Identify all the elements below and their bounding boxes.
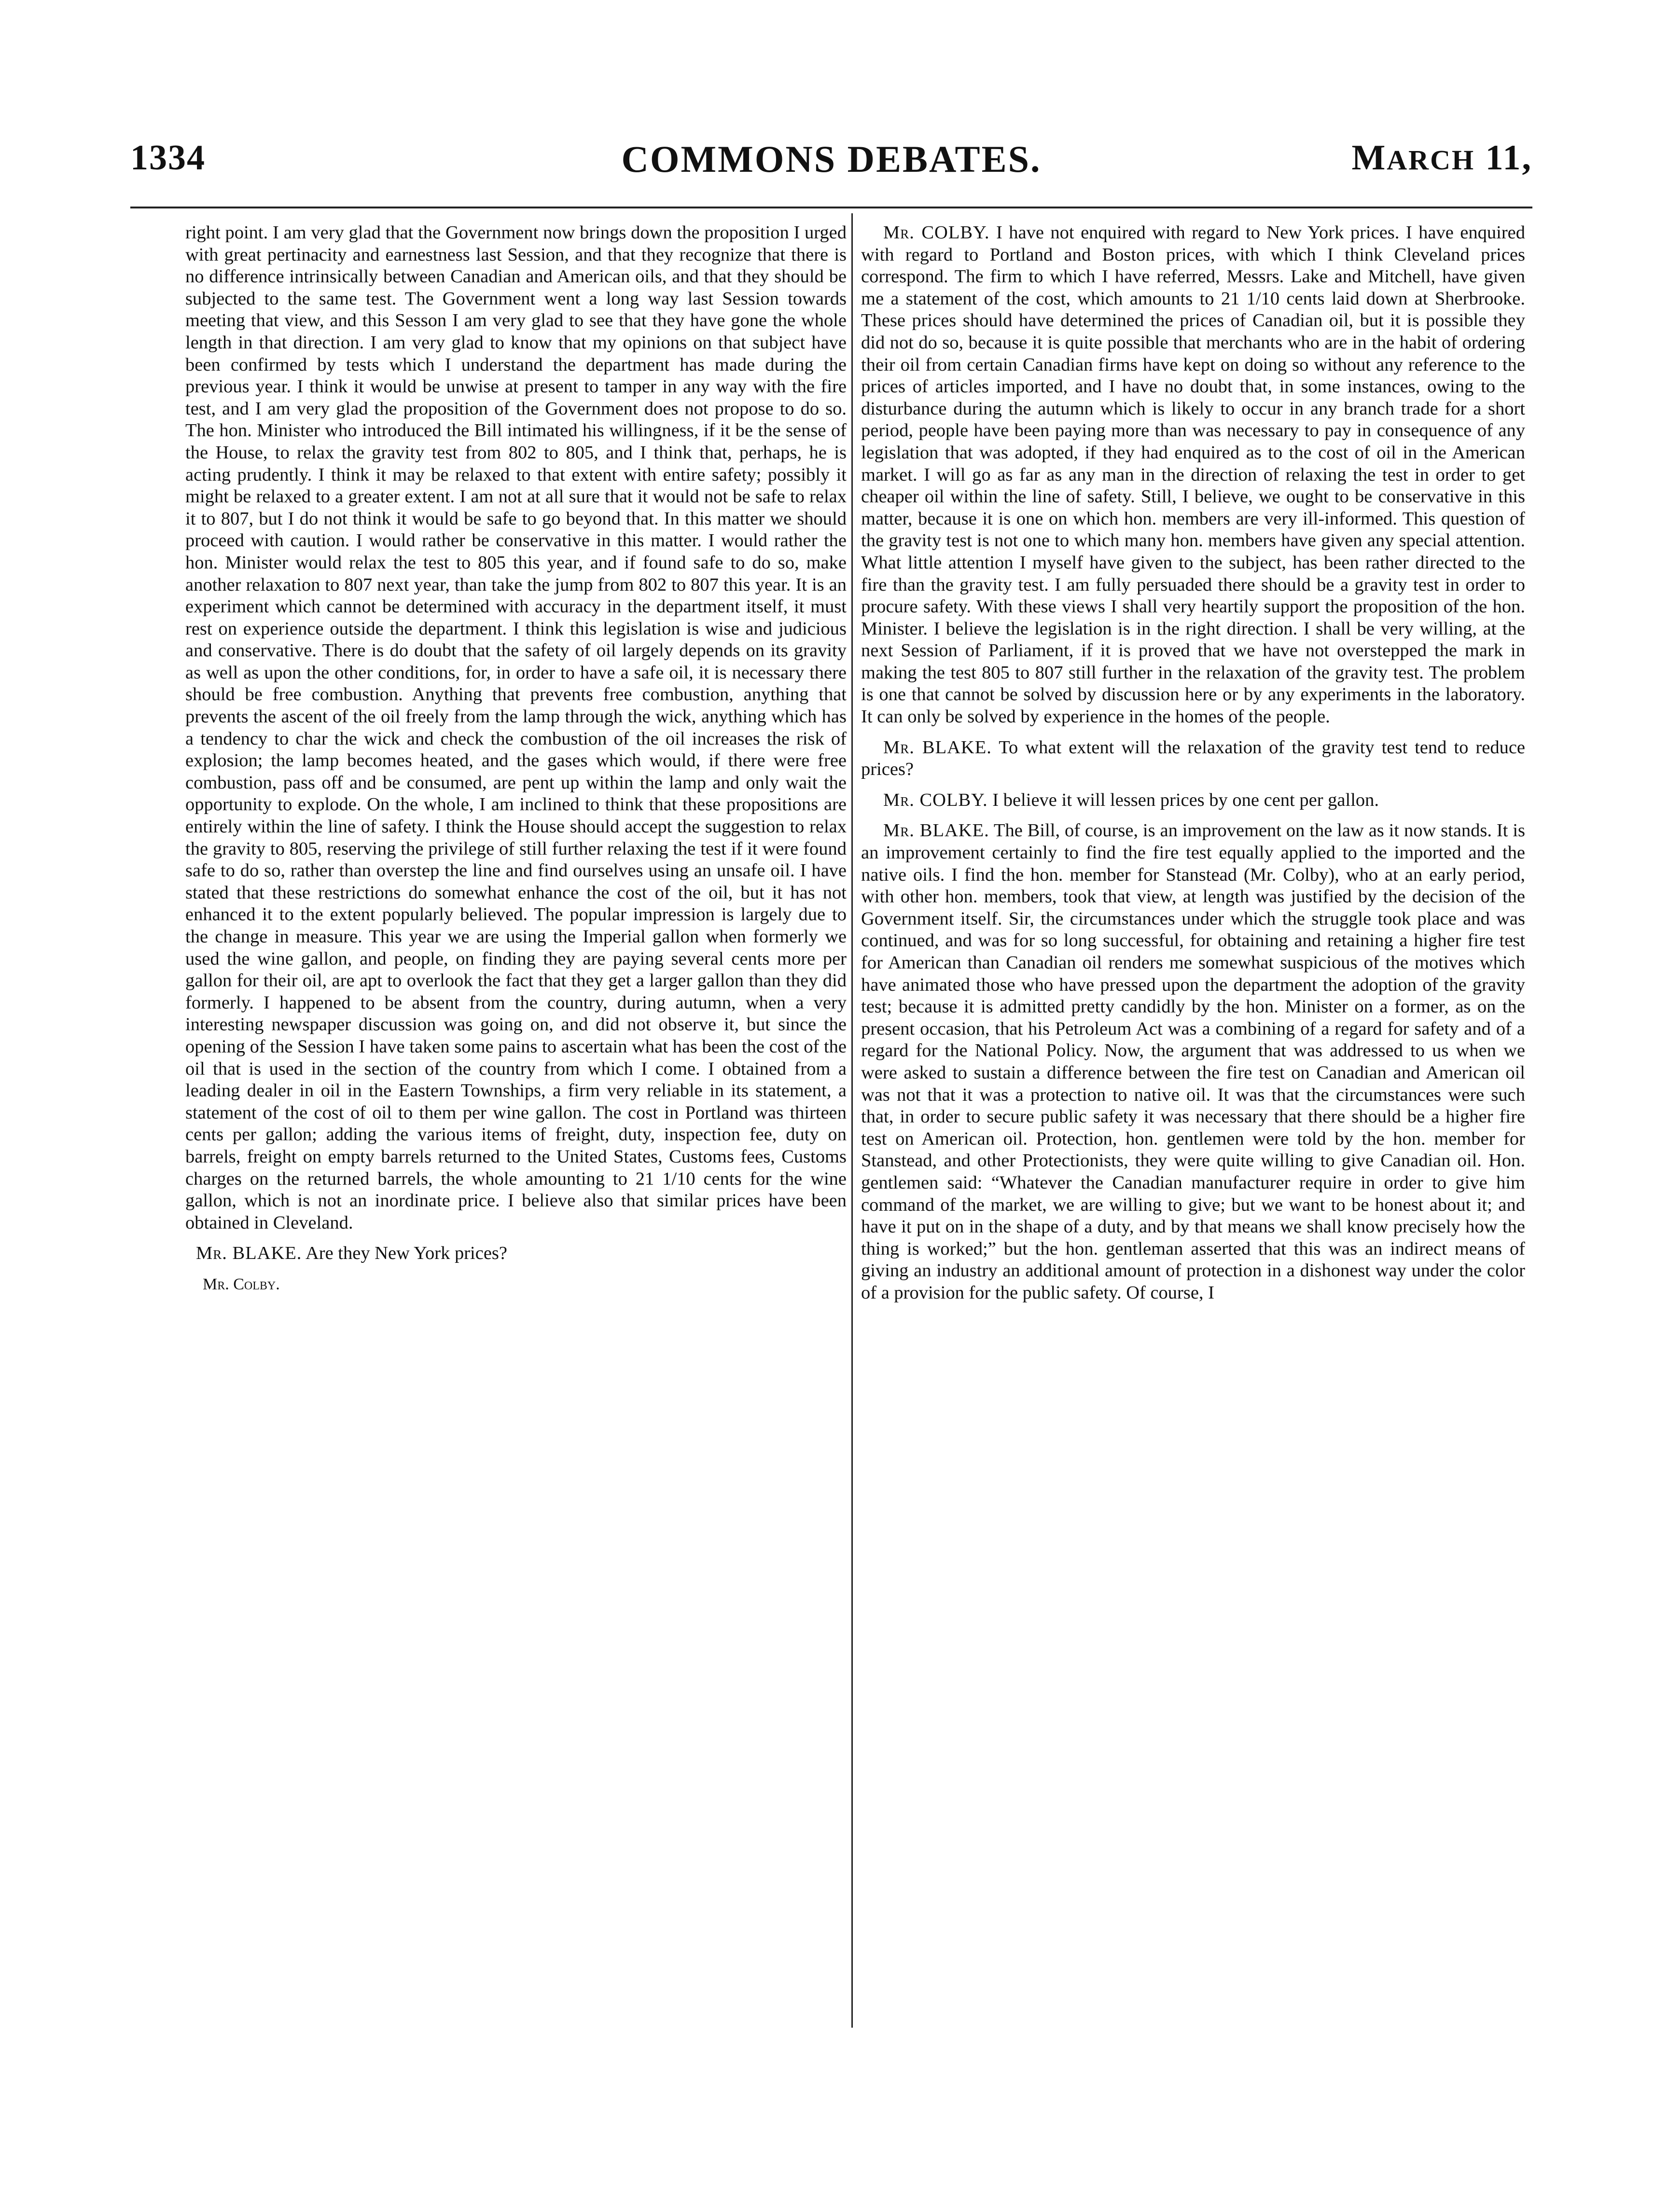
speaker-name: Mr. BLAKE. <box>196 1243 302 1264</box>
page-header <box>130 138 1532 195</box>
speech-text: To what extent will the relaxation of the gravity test tend to reduce prices? <box>861 737 1526 780</box>
date-day: 11, <box>1485 138 1532 178</box>
speech-text: I have not enquired with regard to New York prices. I have enquired with regard to Portland and Boston prices, with which I think Cleveland prices correspond. The firm to which I have referred, Messrs. Lake and Mitchell, have given me a statement of the cost, which amounts to 21 1/10 cents laid down at Sherbrooke. These prices should have determined the prices of Canadian oil, but it is possible they did not do so, because it is quite possible that merchants who are in the habit of ordering their oil from certain Canadian firms have kept on doing so without any reference to the prices of articles imported, and I have no doubt that, in some instances, owing to the disturbance during the autumn which is likely to occur in any branch trade for a short period, people have been paying more than was necessary to pay in consequence of any legislation that was adopted, if they had enquired as to the cost of oil in the American market. I will go as far as any man in the direction of relaxing the test in order to get cheaper oil within the line of safety. Still, I believe, we ought to be conservative in this matter, because it is one on which hon. members are very ill-informed. This question of the gravity test is not one to which many hon. members have given any special attention. What little attention I myself have given to the subject, has been rather directed to the fire than the gravity test. I am fully persuaded there should be a gravity test in order to procure safety. With these views I shall very heartily support the proposition of the hon. Minister. I believe the legislation is in the right direction. I shall be very willing, at the next Session of Parliament, if it is proved that we have not overstepped the mark in making the test 805 to 807 still further in the relaxation of the gravity test. The problem is one that cannot be solved by discussion here or by any experiments in the laboratory. It can only be solved by experience in the homes of the people. <box>861 222 1525 727</box>
speech-text: Are they New York prices? <box>305 1243 508 1264</box>
colby-speaker: Mr. Colby. <box>203 1275 280 1293</box>
speaker-name: Mr. BLAKE. <box>883 820 989 841</box>
page-number: 1334 <box>130 138 206 178</box>
blake-question <box>185 1243 847 1265</box>
speaker-name: Mr. COLBY. <box>883 222 990 243</box>
speech-text: I believe it will lessen prices by one cent per gallon. <box>992 789 1379 810</box>
right-column <box>861 222 1525 1313</box>
left-paragraph: right point. I am very glad that the Government now brings down the proposition I urged with great pertinacity and earnestness last Session, and that they recognize that there is no difference intrinsically between Canadian and American oils, and that they should be subjected to the same test. The Government went a long way last Session towards meeting that view, and this Sesson I am very glad to see that they have gone the whole length in that direction. I am very glad to know that my opinions on that subject have been confirmed by tests which I understand the department has made during the previous year. I think it would be unwise at present to tamper in any way with the fire test, and I am very glad the proposition of the Government does not propose to do so. The hon. Minister who introduced the Bill intimated his willingness, if it be the sense of the House, to relax the gravity test from 802 to 805, and I think that, perhaps, he is acting prudently. I think it may be relaxed to that extent with entire safety; possibly it might be relaxed to a greater extent. I am not at all sure that it would not be safe to relax it to 807, but I do not think it would be safe to go beyond that. In this matter we should proceed with caution. I would rather be conservative in this matter. I would rather the hon. Minister would relax the test to 805 this year, and if found safe to do so, make another relaxation to 807 next year, than take the jump from 802 to 807 this year. It is an experiment which cannot be determined with accuracy in the department itself, it must rest on experience outside the department. I think this legislation is wise and judicious and conservative. There is do doubt that the safety of oil largely depends on its gravity as well as upon the other conditions, for, in order to have a safe oil, it is necessary there should be free combustion. Anything that prevents free combustion, anything that prevents the ascent of the oil freely from the lamp through the wick, anything which has a tendency to char the wick and check the combustion of the oil increases the risk of explosion; the lamp becomes heated, and the gases which would, if there were free combustion, pass off and be consumed, are pent up within the lamp and only wait the opportunity to explode. On the whole, I am inclined to think that these propositions are entirely within the line of safety. I think the House should accept the suggestion to relax the gravity to 805, reserving the privilege of still further relaxing the test if it were found safe to do so, rather than overstep the line and find ourselves using an unsafe oil. I have stated that these restrictions do somewhat enhance the cost of the oil, but it has not enhanced it to the extent popularly believed. The popular impression is largely due to the change in measure. This year we are using the Imperial gallon when formerly we used the wine gallon, and people, on finding they are paying several cents more per gallon for their oil, are apt to overlook the fact that they get a larger gallon than they did formerly. I happened to be absent from the country, during autumn, when a very interesting newspaper discussion was going on, and did not observe it, but since the opening of the Session I have taken some pains to ascertain what has been the cost of the oil that is used in the section of the country from which I come. I obtained from a leading dealer in oil in the Eastern Townships, a firm very reliable in its statement, a statement of the cost of oil to them per wine gallon. The cost in Portland was thirteen cents per gallon; adding the various items of freight, duty, inspection fee, duty on barrels, freight on empty barrels returned to the United States, Customs fees, Customs charges on the returned barrels, the whole amounting to 21 1/10 cents for the wine gallon, which is not an inordinate price. I believe also that similar prices have been obtained in Cleveland. <box>185 222 847 1233</box>
blake-reply <box>861 820 1525 1304</box>
blake-speech <box>861 737 1525 781</box>
header-rule <box>130 207 1532 208</box>
date-month-rest: ARCH <box>1387 144 1475 176</box>
speaker-name: Mr. BLAKE. <box>883 737 992 758</box>
column-divider <box>851 213 853 2028</box>
page-title: COMMONS DEBATES. <box>621 138 1042 180</box>
page-date <box>1351 138 1532 179</box>
speaker-name: Mr. COLBY. <box>883 789 988 810</box>
left-closing <box>185 1243 847 1295</box>
colby-speech <box>861 222 1525 728</box>
speech-text: The Bill, of course, is an improvement on the law as it now stands. It is an improvement certainly to find the fire test equally applied to the imported and the native oils. I find the hon. member for Stanstead (Mr. Colby), who at an early period, with other hon. members, took that view, at length was justified by the decision of the Government itself. Sir, the circumstances under which the struggle took place and was continued, and was for so long successful, for obtaining and retaining a higher fire test for American than Canadian oil renders me somewhat suspicious of the motives which have animated those who have pressed upon the department the adoption of the gravity test; because it is admitted pretty candidly by the hon. Minister on a former, as on the present occasion, that his Petroleum Act was a combining of a regard for safety and of a regard for the National Policy. Now, the argument that was addressed to us when we were asked to sustain a difference between the fire test on Canadian and American oil was not that it was a protection to native oil. It was that the circumstances were such that, in order to secure public safety it was necessary that there should be a higher fire test on American oil. Protection, hon. gentlemen were told by the hon. member for Stanstead, and other Protectionists, they were quite willing to give Canadian oil. Hon. gentlemen said: “Whatever the Canadian manufacturer require in order to give him command of the market, we are willing to give; but we want to be honest about it; and have it put on in the shape of a duty, and by that means we shall know precisely how the thing is worked;” but the hon. gentleman asserted that this was an indirect means of giving an industry an additional amount of protection in a dishonest way under the color of a provision for the public safety. Of course, I <box>861 820 1526 1303</box>
colby-reply <box>861 789 1525 812</box>
date-initial: M <box>1351 138 1387 178</box>
left-column <box>185 222 847 1304</box>
